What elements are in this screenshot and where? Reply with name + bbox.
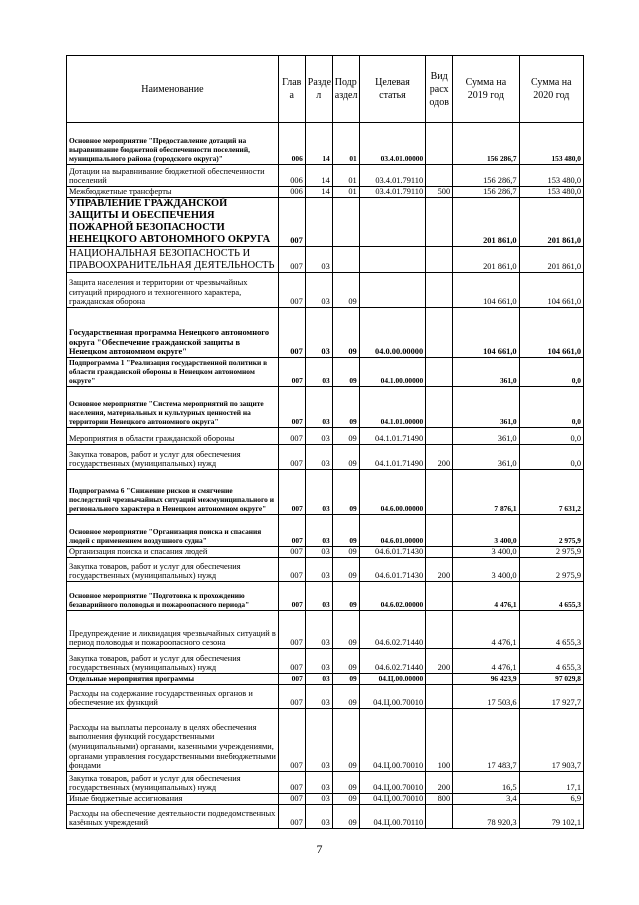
row-podrazdel-cell: 09 — [332, 581, 359, 610]
row-sum-2020-cell: 2 975,9 — [519, 546, 583, 557]
row-expense-type-cell: 800 — [426, 793, 453, 804]
row-sum-2020-cell: 0,0 — [519, 386, 583, 427]
row-name-cell: Мероприятия в области гражданской обороны — [67, 427, 279, 444]
row-razdel-cell: 03 — [305, 648, 332, 673]
row-target-cell: 04.1.00.00000 — [359, 357, 425, 386]
row-expense-type-cell — [426, 427, 453, 444]
row-target-cell: 04.Ц.00.70010 — [359, 771, 425, 793]
table-row — [67, 187, 584, 198]
row-razdel-cell: 03 — [305, 427, 332, 444]
row-razdel-cell: 03 — [305, 684, 332, 708]
row-sum-2019-cell: 3 400,0 — [453, 514, 519, 546]
row-glava-cell: 007 — [278, 648, 305, 673]
row-expense-type-cell — [426, 198, 453, 247]
row-sum-2020-cell: 201 861,0 — [519, 246, 583, 272]
row-razdel-cell — [305, 198, 332, 247]
row-name-cell: УПРАВЛЕНИЕ ГРАЖДАНСКОЙ ЗАЩИТЫ И ОБЕСПЕЧЕНИЯ ПОЖАРНОЙ БЕЗОПАСНОСТИ НЕНЕЦКОГО АВТОНОМНОГО ОКРУГА — [67, 198, 279, 247]
row-sum-2019-cell: 201 861,0 — [453, 246, 519, 272]
row-sum-2019-cell: 96 423,9 — [453, 673, 519, 684]
row-sum-2019-cell: 4 476,1 — [453, 648, 519, 673]
row-podrazdel-cell: 09 — [332, 793, 359, 804]
header-podrazdel: Подр аздел — [332, 56, 359, 123]
row-sum-2019-cell: 104 661,0 — [453, 307, 519, 357]
row-razdel-cell: 03 — [305, 386, 332, 427]
row-name-cell: Организация поиска и спасания людей — [67, 546, 279, 557]
row-name-cell: Основное мероприятие "Предоставление дотаций на выравнивание бюджетной обеспеченности поселений, муниципального района (городского округа)" — [67, 123, 279, 165]
row-razdel-cell: 14 — [305, 123, 332, 165]
row-name-cell: Иные бюджетные ассигнования — [67, 793, 279, 804]
row-expense-type-cell — [426, 684, 453, 708]
row-sum-2019-cell: 3 400,0 — [453, 557, 519, 581]
row-expense-type-cell — [426, 386, 453, 427]
row-name-cell: Дотации на выравнивание бюджетной обеспеченности поселений — [67, 165, 279, 187]
row-name-cell: Государственная программа Ненецкого автономного округа "Обеспечение гражданской защиты в Ненецком автономном округе" — [67, 307, 279, 357]
row-name-cell: Межбюджетные трансферты — [67, 187, 279, 198]
row-podrazdel-cell: 09 — [332, 427, 359, 444]
row-expense-type-cell — [426, 272, 453, 307]
row-podrazdel-cell: 09 — [332, 357, 359, 386]
row-razdel-cell: 03 — [305, 514, 332, 546]
header-razdel: Разде л — [305, 56, 332, 123]
row-expense-type-cell — [426, 165, 453, 187]
row-expense-type-cell — [426, 514, 453, 546]
row-sum-2019-cell: 361,0 — [453, 386, 519, 427]
table-header-row — [67, 56, 584, 123]
row-razdel-cell: 03 — [305, 246, 332, 272]
row-target-cell: 04.6.02.71440 — [359, 648, 425, 673]
row-podrazdel-cell: 09 — [332, 272, 359, 307]
row-podrazdel-cell: 09 — [332, 804, 359, 828]
row-razdel-cell: 03 — [305, 708, 332, 771]
table-row — [67, 272, 584, 307]
row-glava-cell: 007 — [278, 557, 305, 581]
row-sum-2019-cell: 4 476,1 — [453, 610, 519, 648]
row-sum-2020-cell: 6,9 — [519, 793, 583, 804]
row-sum-2019-cell: 156 286,7 — [453, 123, 519, 165]
row-podrazdel-cell: 09 — [332, 708, 359, 771]
row-glava-cell: 007 — [278, 581, 305, 610]
table-body — [67, 123, 584, 829]
row-target-cell — [359, 198, 425, 247]
row-glava-cell: 007 — [278, 246, 305, 272]
row-sum-2019-cell: 78 920,3 — [453, 804, 519, 828]
header-sum-2019: Сумма на 2019 год — [453, 56, 519, 123]
row-sum-2019-cell: 361,0 — [453, 427, 519, 444]
row-sum-2020-cell: 97 029,8 — [519, 673, 583, 684]
row-glava-cell: 007 — [278, 804, 305, 828]
table-row — [67, 514, 584, 546]
row-sum-2020-cell: 17 903,7 — [519, 708, 583, 771]
budget-table-container — [66, 55, 584, 829]
row-sum-2020-cell: 104 661,0 — [519, 272, 583, 307]
row-sum-2019-cell: 17 503,6 — [453, 684, 519, 708]
row-sum-2020-cell: 2 975,9 — [519, 514, 583, 546]
row-podrazdel-cell: 09 — [332, 557, 359, 581]
row-podrazdel-cell — [332, 198, 359, 247]
row-target-cell: 04.1.01.71490 — [359, 427, 425, 444]
row-sum-2019-cell: 156 286,7 — [453, 165, 519, 187]
table-row — [67, 793, 584, 804]
row-sum-2020-cell: 4 655,3 — [519, 581, 583, 610]
row-target-cell — [359, 272, 425, 307]
row-razdel-cell: 03 — [305, 557, 332, 581]
row-sum-2020-cell: 153 480,0 — [519, 187, 583, 198]
row-name-cell: Отдельные мероприятия программы — [67, 673, 279, 684]
table-row — [67, 246, 584, 272]
row-podrazdel-cell: 09 — [332, 648, 359, 673]
row-sum-2019-cell: 104 661,0 — [453, 272, 519, 307]
row-expense-type-cell — [426, 610, 453, 648]
row-sum-2020-cell: 4 655,3 — [519, 610, 583, 648]
row-name-cell: Закупка товаров, работ и услуг для обеспечения государственных (муниципальных) нужд — [67, 648, 279, 673]
row-razdel-cell: 03 — [305, 307, 332, 357]
row-glava-cell: 007 — [278, 272, 305, 307]
row-glava-cell: 007 — [278, 386, 305, 427]
row-target-cell: 03.4.01.00000 — [359, 123, 425, 165]
table-row — [67, 673, 584, 684]
row-razdel-cell: 14 — [305, 165, 332, 187]
table-row — [67, 307, 584, 357]
row-target-cell — [359, 246, 425, 272]
row-expense-type-cell: 200 — [426, 557, 453, 581]
row-razdel-cell: 03 — [305, 546, 332, 557]
table-row — [67, 123, 584, 165]
row-sum-2019-cell: 361,0 — [453, 357, 519, 386]
row-name-cell: Подпрограмма 6 "Снижение рисков и смягчение последствий чрезвычайных ситуаций межмуниципального и регионального характера в Ненецком автономном округе" — [67, 469, 279, 514]
row-glava-cell: 006 — [278, 187, 305, 198]
row-razdel-cell: 03 — [305, 469, 332, 514]
row-expense-type-cell — [426, 246, 453, 272]
row-sum-2020-cell: 17,1 — [519, 771, 583, 793]
row-expense-type-cell: 200 — [426, 444, 453, 469]
row-podrazdel-cell — [332, 246, 359, 272]
row-sum-2019-cell: 7 876,1 — [453, 469, 519, 514]
row-sum-2019-cell: 361,0 — [453, 444, 519, 469]
row-sum-2020-cell: 0,0 — [519, 427, 583, 444]
row-glava-cell: 007 — [278, 546, 305, 557]
header-expense-type: Вид расх одов — [426, 56, 453, 123]
row-sum-2020-cell: 0,0 — [519, 444, 583, 469]
row-name-cell: Расходы на содержание государственных органов и обеспечение их функций — [67, 684, 279, 708]
row-name-cell: Расходы на выплаты персоналу в целях обеспечения выполнения функций государственными (муниципальными) органами, казенными учреждениями, органами управления государственными внебюджетными фондами — [67, 708, 279, 771]
row-podrazdel-cell: 09 — [332, 444, 359, 469]
row-podrazdel-cell: 01 — [332, 123, 359, 165]
row-sum-2019-cell: 201 861,0 — [453, 198, 519, 247]
row-name-cell: Предупреждение и ликвидация чрезвычайных ситуаций в период половодья и пожароопасного сезона — [67, 610, 279, 648]
row-expense-type-cell — [426, 804, 453, 828]
row-target-cell: 03.4.01.79110 — [359, 187, 425, 198]
table-row — [67, 469, 584, 514]
row-sum-2020-cell: 153 480,0 — [519, 123, 583, 165]
page-number: 7 — [316, 842, 323, 856]
row-name-cell: Расходы на обеспечение деятельности подведомственных казённых учреждений — [67, 804, 279, 828]
row-target-cell: 04.Ц.00.70110 — [359, 804, 425, 828]
row-expense-type-cell — [426, 546, 453, 557]
row-sum-2019-cell: 17 483,7 — [453, 708, 519, 771]
row-sum-2019-cell: 4 476,1 — [453, 581, 519, 610]
row-target-cell: 04.Ц.00.70010 — [359, 793, 425, 804]
row-podrazdel-cell: 09 — [332, 771, 359, 793]
row-expense-type-cell: 200 — [426, 771, 453, 793]
row-name-cell: Основное мероприятие "Организация поиска и спасания людей с применением воздушного судна" — [67, 514, 279, 546]
row-glava-cell: 006 — [278, 165, 305, 187]
table-row — [67, 771, 584, 793]
row-target-cell: 04.Ц.00.00000 — [359, 673, 425, 684]
table-row — [67, 581, 584, 610]
row-target-cell: 04.6.01.71430 — [359, 546, 425, 557]
row-glava-cell: 007 — [278, 610, 305, 648]
header-name: Наименование — [67, 56, 279, 123]
table-row — [67, 804, 584, 828]
row-target-cell: 04.1.01.00000 — [359, 386, 425, 427]
row-expense-type-cell — [426, 123, 453, 165]
row-name-cell: Закупка товаров, работ и услуг для обеспечения государственных (муниципальных) нужд — [67, 771, 279, 793]
table-row — [67, 684, 584, 708]
row-target-cell: 04.0.00.00000 — [359, 307, 425, 357]
table-row — [67, 610, 584, 648]
row-target-cell: 04.6.02.00000 — [359, 581, 425, 610]
row-expense-type-cell — [426, 469, 453, 514]
row-expense-type-cell — [426, 581, 453, 610]
table-row — [67, 357, 584, 386]
row-glava-cell: 007 — [278, 469, 305, 514]
row-sum-2020-cell: 7 631,2 — [519, 469, 583, 514]
row-razdel-cell: 03 — [305, 804, 332, 828]
row-name-cell: Закупка товаров, работ и услуг для обеспечения государственных (муниципальных) нужд — [67, 557, 279, 581]
row-expense-type-cell: 100 — [426, 708, 453, 771]
row-expense-type-cell — [426, 673, 453, 684]
row-target-cell: 04.6.01.71430 — [359, 557, 425, 581]
row-expense-type-cell — [426, 307, 453, 357]
row-glava-cell: 007 — [278, 684, 305, 708]
header-sum-2020: Сумма на 2020 год — [519, 56, 583, 123]
row-podrazdel-cell: 09 — [332, 307, 359, 357]
table-row — [67, 546, 584, 557]
row-expense-type-cell — [426, 357, 453, 386]
row-name-cell: Подпрограмма 1 "Реализация государственной политики в области гражданской обороны в Ненецком автономном округе" — [67, 357, 279, 386]
table-row — [67, 386, 584, 427]
row-razdel-cell: 03 — [305, 444, 332, 469]
row-sum-2019-cell: 156 286,7 — [453, 187, 519, 198]
row-podrazdel-cell: 09 — [332, 546, 359, 557]
row-expense-type-cell: 200 — [426, 648, 453, 673]
row-target-cell: 04.6.00.00000 — [359, 469, 425, 514]
row-glava-cell: 007 — [278, 444, 305, 469]
row-razdel-cell: 03 — [305, 673, 332, 684]
row-glava-cell: 007 — [278, 771, 305, 793]
row-sum-2020-cell: 104 661,0 — [519, 307, 583, 357]
table-row — [67, 444, 584, 469]
table-row — [67, 648, 584, 673]
row-podrazdel-cell: 01 — [332, 165, 359, 187]
row-target-cell: 04.6.02.71440 — [359, 610, 425, 648]
row-glava-cell: 007 — [278, 708, 305, 771]
row-razdel-cell: 03 — [305, 610, 332, 648]
row-razdel-cell: 03 — [305, 272, 332, 307]
row-podrazdel-cell: 09 — [332, 684, 359, 708]
row-sum-2020-cell: 153 480,0 — [519, 165, 583, 187]
row-razdel-cell: 03 — [305, 771, 332, 793]
row-target-cell: 03.4.01.79110 — [359, 165, 425, 187]
table-row — [67, 427, 584, 444]
row-name-cell: Закупка товаров, работ и услуг для обеспечения государственных (муниципальных) нужд — [67, 444, 279, 469]
row-sum-2020-cell: 2 975,9 — [519, 557, 583, 581]
row-podrazdel-cell: 09 — [332, 386, 359, 427]
row-sum-2020-cell: 17 927,7 — [519, 684, 583, 708]
table-row — [67, 165, 584, 187]
row-glava-cell: 007 — [278, 673, 305, 684]
budget-table — [66, 55, 584, 829]
row-podrazdel-cell: 09 — [332, 514, 359, 546]
row-sum-2019-cell: 3,4 — [453, 793, 519, 804]
row-glava-cell: 007 — [278, 793, 305, 804]
row-expense-type-cell: 500 — [426, 187, 453, 198]
row-glava-cell: 007 — [278, 198, 305, 247]
table-row — [67, 557, 584, 581]
row-glava-cell: 007 — [278, 357, 305, 386]
row-name-cell: Основное мероприятие "Подготовка к прохождению безаварийного половодья и пожароопасного периода" — [67, 581, 279, 610]
row-sum-2020-cell: 201 861,0 — [519, 198, 583, 247]
row-target-cell: 04.Ц.00.70010 — [359, 684, 425, 708]
row-razdel-cell: 03 — [305, 357, 332, 386]
header-target-article: Целевая статья — [359, 56, 425, 123]
row-razdel-cell: 03 — [305, 793, 332, 804]
row-razdel-cell: 14 — [305, 187, 332, 198]
row-podrazdel-cell: 09 — [332, 610, 359, 648]
row-sum-2020-cell: 79 102,1 — [519, 804, 583, 828]
row-glava-cell: 007 — [278, 514, 305, 546]
row-podrazdel-cell: 09 — [332, 469, 359, 514]
row-name-cell: Защита населения и территории от чрезвычайных ситуаций природного и техногенного характера, гражданская оборона — [67, 272, 279, 307]
row-name-cell: НАЦИОНАЛЬНАЯ БЕЗОПАСНОСТЬ И ПРАВООХРАНИТЕЛЬНАЯ ДЕЯТЕЛЬНОСТЬ — [67, 246, 279, 272]
row-sum-2019-cell: 3 400,0 — [453, 546, 519, 557]
table-row — [67, 708, 584, 771]
row-razdel-cell: 03 — [305, 581, 332, 610]
row-sum-2019-cell: 16,5 — [453, 771, 519, 793]
row-glava-cell: 007 — [278, 427, 305, 444]
row-podrazdel-cell: 01 — [332, 187, 359, 198]
row-sum-2020-cell: 0,0 — [519, 357, 583, 386]
row-sum-2020-cell: 4 655,3 — [519, 648, 583, 673]
header-glava: Глав а — [278, 56, 305, 123]
table-row — [67, 198, 584, 247]
row-podrazdel-cell: 09 — [332, 673, 359, 684]
row-target-cell: 04.Ц.00.70010 — [359, 708, 425, 771]
row-target-cell: 04.1.01.71490 — [359, 444, 425, 469]
row-name-cell: Основное мероприятие "Система мероприятий по защите населения, материальных и культурных ценностей на территории Ненецкого автономного округа" — [67, 386, 279, 427]
row-glava-cell: 007 — [278, 307, 305, 357]
row-glava-cell: 006 — [278, 123, 305, 165]
row-target-cell: 04.6.01.00000 — [359, 514, 425, 546]
